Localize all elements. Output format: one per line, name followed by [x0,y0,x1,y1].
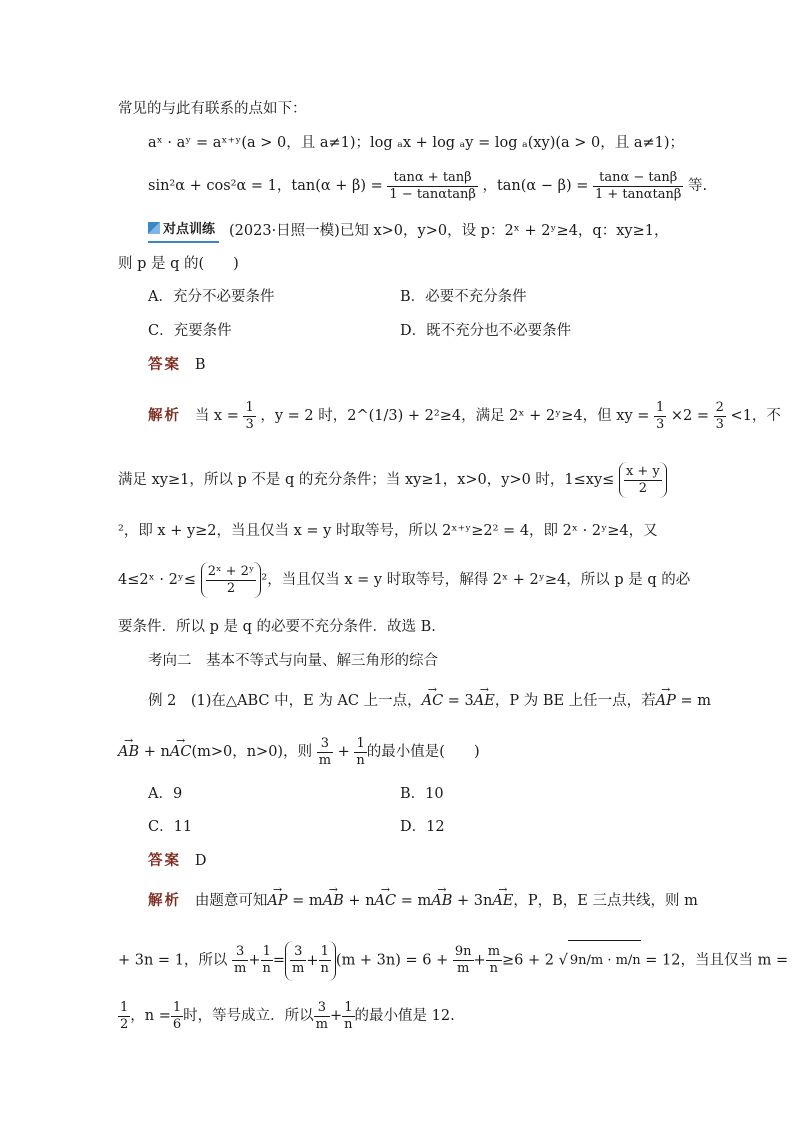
practice-analysis-line-3: ²，即 x + y≥2，当且仅当 x = y 时取等号，所以 2ˣ⁺ʸ≥2² = 4，即 2ˣ · 2ʸ≥4，又 [118,523,658,539]
fraction: $\frac{x + y}{2}$ [625,463,660,496]
practice-analysis-line-4: 4≤2ˣ · 2ʸ≤ $\frac{\text{2ˣ + 2ʸ}}{2}$ ²，当且仅当 x = y 时取等号，解得 2ˣ + 2ʸ≥4，所以 p 是 q 的必 [118,562,690,598]
fraction: $\frac{1}{6}$ [172,999,182,1032]
badge-square-icon [148,222,160,234]
fraction: $\frac{\text{2ˣ + 2ʸ}}{2}$ [207,563,255,596]
option-d: D．既不充分也不必要条件 [400,323,572,339]
option-a: A．充分不必要条件 [148,289,275,305]
practice-answer [148,354,205,376]
example-analysis-line-1: 解析 由题意可知→ AP = m→ AB + n→ AC = m→ AB + 3n→ AE，P，B，E 三点共线，则 m [148,890,698,912]
vector: → AB [323,890,344,912]
parenthesis: $\frac{3}{m}$ + $\frac{1}{n}$ [285,941,336,981]
parenthesis [619,462,667,498]
practice-analysis-line-2: 满足 xy≥1，所以 p 不是 q 的充分条件；当 xy≥1，x>0，y>0 时，1≤xy≤ $\frac{x + y}{2}$ [118,462,667,498]
vector: → AC [422,690,444,712]
vector: → AC [375,890,397,912]
formula-line-2 [148,168,707,204]
fraction: $\frac{1}{n}$ [320,944,329,976]
practice-analysis-line-1: 解析 当 x = $\frac{1}{3}$ ，y = 2 时，2^(1/3) + 2²≥4，满足 2ˣ + 2ʸ≥4，但 xy = $\frac{1}{3}$ ×2 = $\frac{2}{3}$ <1，不 [148,399,781,432]
fraction: $\frac{m}{n}$ [487,944,501,976]
analysis-label: 解析 [148,892,181,909]
fraction: $\frac{3}{m}$ [292,944,305,976]
option-b: B．必要不充分条件 [400,289,527,305]
fraction: $\frac{1}{2}$ [120,999,129,1032]
vector: → AB [118,734,139,770]
example-option-a: A．9 [148,786,183,802]
fraction: $\frac{1}{3}$ [656,399,665,432]
fraction: $\frac{1}{n}$ [262,944,271,976]
option-c: C．充要条件 [148,323,232,339]
example-option-c: C．11 [148,819,193,835]
sqrt-content: 9n/m · m/n [568,940,641,981]
vector: → AP [656,690,676,712]
formula-text: 等. [688,178,708,194]
analysis-label: 解析 [148,407,181,424]
example-stem-line-2: → AB + n→ AC(m>0，n>0)，则 $\frac{3}{m}$ + $\frac{1}{n}$ 的最小值是( ) [118,734,480,770]
vector: → AE [492,890,513,912]
practice-analysis-line-5: 要条件．所以 p 是 q 的必要不充分条件．故选 B. [118,619,436,635]
fraction: $\frac{3}{m}$ [234,944,247,976]
practice-badge: 对点训练 [148,219,219,243]
answer-label: 答案 [148,852,181,869]
fraction: $\frac{\tan\alpha - \tan\beta}{1 + \tan\alpha\tan\beta}$ [595,169,682,202]
formula-text: ，tan(α − β) = [482,178,589,194]
sqrt-sign-icon: √ [558,952,568,969]
fraction: $\frac{2}{3}$ [715,399,724,432]
section-heading: 考向二 基本不等式与向量、解三角形的综合 [148,653,438,669]
fraction: $\frac{1}{3}$ [245,399,254,432]
fraction: $\frac{1}{n}$ [344,999,353,1032]
practice-stem-cont: 则 p 是 q 的( ) [118,256,239,272]
formula-line-1: aˣ · aʸ = aˣ⁺ʸ(a > 0，且 a≠1)；log ₐx + log ₐy = log ₐ(xy)(a > 0，且 a≠1)； [148,135,685,151]
example-analysis-line-3: $\frac{1}{2}$ ，n = $\frac{1}{6}$ 时，等号成立．所以 $\frac{3}{m}$ + $\frac{1}{n}$ 的最小值是 12. [120,999,455,1032]
vector: → AE [474,690,495,712]
fraction: $\frac{3}{m}$ [318,735,332,768]
vector: → AP [267,890,287,912]
parenthesis [201,562,262,598]
example-analysis-line-2: + 3n = 1，所以 $\frac{3}{m}$ + $\frac{1}{n}$ = $\frac{3}{m}$ + $\frac{1}{n}$ (m + 3n) = 6 + $\frac{9n}{m}$ + $\frac{m}{n}$ ≥6 + 2 √ 9n/m · m/n = 12，当且仅当 m = [118,940,788,981]
answer-value: B [194,357,206,373]
answer-value: D [194,853,207,869]
practice-stem: 对点训练 (2023·日照一模)已知 x>0，y>0，设 p：2ˣ + 2ʸ≥4，q：xy≥1， [148,219,668,243]
vector: → AB [431,890,452,912]
example-option-b: B．10 [400,786,444,802]
formula-text: sin²α + cos²α = 1，tan(α + β) = [148,178,383,194]
example-answer [148,850,206,872]
intro-text: 常见的与此有联系的点如下： [118,101,307,117]
example-stem-line-1: 例 2 (1)在△ABC 中，E 为 AC 上一点，→ AC = 3→ AE，P 为 BE 上任一点，若→ AP = m [148,690,711,712]
fraction: $\frac{1}{n}$ [356,735,365,768]
fraction: $\frac{\tan\alpha + \tan\beta}{1 - \tan\alpha\tan\beta}$ [389,169,476,202]
example-option-d: D．12 [400,819,445,835]
vector: → AC [170,734,192,770]
fraction: $\frac{9n}{m}$ [454,944,472,976]
answer-label: 答案 [148,356,181,373]
fraction: $\frac{3}{m}$ [315,999,328,1032]
